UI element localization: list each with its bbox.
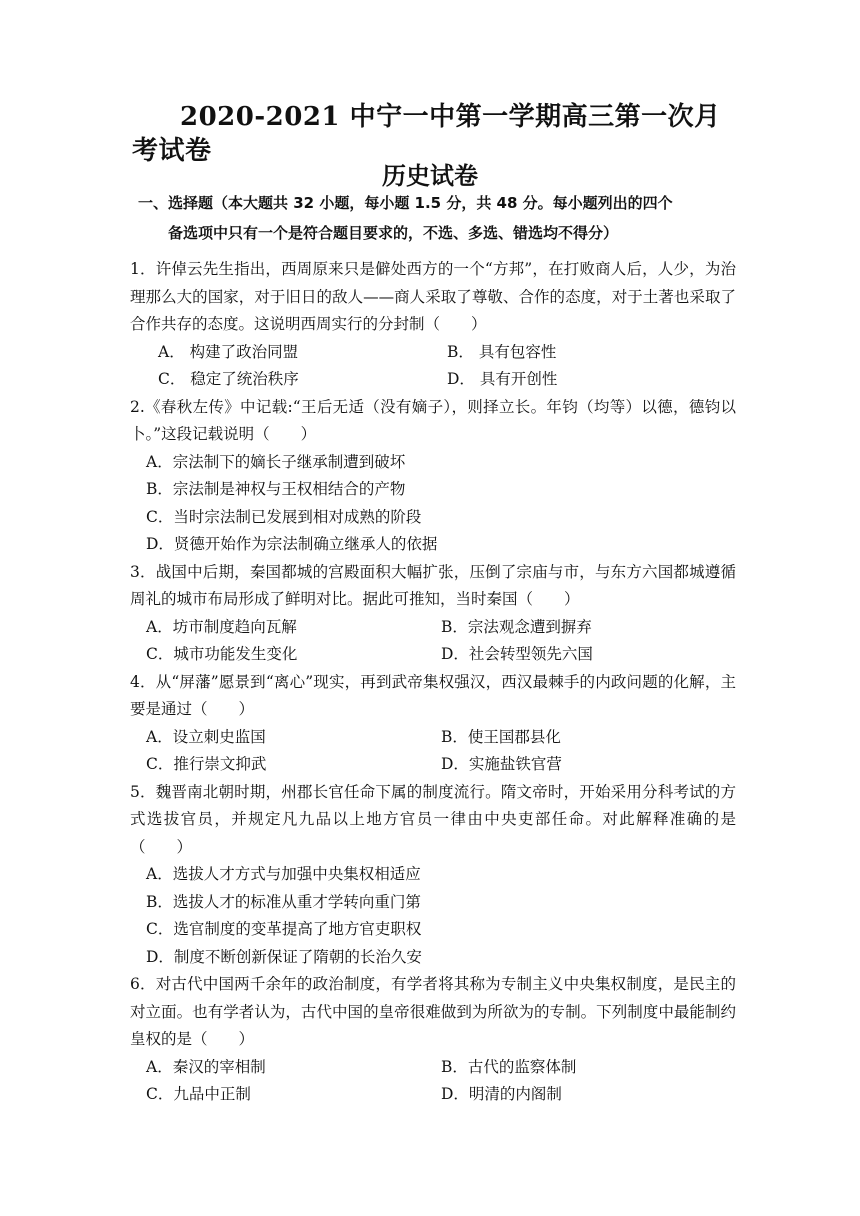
option-a: A．秦汉的宰相制 [146,1057,266,1076]
question-4 [130,669,736,779]
option-b: B．使王国郡县化 [441,727,561,746]
option-a: A． 构建了政治同盟 [158,342,299,361]
option-a: A．宗法制下的嫡长子继承制遭到破坏 [146,452,406,471]
option-d: D． 具有开创性 [447,370,558,388]
option-c: C． 稳定了统治秩序 [158,370,299,388]
option-c: C．推行崇文抑武 [146,755,267,773]
option-c: C．选官制度的变革提高了地方官吏职权 [146,920,422,938]
option-d: D．制度不断创新保证了隋朝的长治久安 [146,947,422,966]
question-1 [130,256,736,394]
option-d: D．贤德开始作为宗法制确立继承人的依据 [146,535,438,553]
question-stem: 6．对古代中国两千余年的政治制度，有学者将其称为专制主义中央集权制度，是民主的对立面。也有学者认为，古代中国的皇帝很难做到为所欲为的专制。下列制度中最能制约皇权的是（ ） [130,975,736,1048]
question-stem: 4．从“屏藩”愿景到“离心”现实，再到武帝集权强汉，西汉最棘手的内政问题的化解，主要是通过（ ） [130,672,736,718]
option-c: C．九品中正制 [146,1085,251,1103]
option-list [130,861,736,971]
option-d: D．社会转型领先六国 [441,645,593,663]
option-list [130,614,736,669]
section-heading-line1: 一、选择题（本大题共 32 小题，每小题 1.5 分，共 48 分。每小题列出的四个 [138,194,673,212]
option-b: B．古代的监察体制 [441,1057,577,1076]
option-b: B． 具有包容性 [447,342,557,361]
option-list [130,339,736,394]
question-stem: 1．许倬云先生指出，西周原来只是僻处西方的一个“方邦”，在打败商人后，人少，为治理那么大的国家，对于旧日的敌人——商人采取了尊敬、合作的态度，对于土著也采取了合作共存的态度。这说明西周实行的分封制（ ） [130,260,736,333]
question-2 [130,394,736,559]
option-list [130,449,736,559]
exam-subtitle: 历史试卷 [382,161,478,190]
question-6 [130,971,736,1109]
option-list [130,1054,736,1109]
option-b: B．选拔人才的标准从重才学转向重门第 [146,892,421,911]
question-stem: 3．战国中后期，秦国都城的宫殿面积大幅扩张，压倒了宗庙与市，与东方六国都城遵循周礼的城市布局形成了鲜明对比。据此可推知，当时秦国（ ） [130,562,736,608]
option-b: B．宗法观念遭到摒弃 [441,617,592,636]
question-3 [130,559,736,669]
question-list [130,256,736,1109]
option-c: C．当时宗法制已发展到相对成熟的阶段 [146,507,422,526]
option-list [130,724,736,779]
section-heading-line2: 备选项中只有一个是符合题目要求的，不选、多选、错选均不得分） [168,224,619,242]
option-a: A．设立刺史监国 [146,727,266,746]
section-heading [138,188,738,248]
option-d: D．明清的内阁制 [441,1085,562,1103]
option-a: A．坊市制度趋向瓦解 [146,617,297,636]
option-c: C．城市功能发生变化 [146,645,298,663]
option-d: D．实施盐铁官营 [441,755,562,773]
question-stem: 5．魏晋南北朝时期，州郡长官任命下属的制度流行。隋文帝时，开始采用分科考试的方式选拔官员，并规定凡九品以上地方官员一律由中央吏部任命。对此解释准确的是（ ） [130,782,736,856]
question-stem: 2.《春秋左传》中记载:“王后无适（没有嫡子），则择立长。年钧（均等）以德，德钧以卜。”这段记载说明（ ） [130,397,736,443]
option-a: A．选拔人才方式与加强中央集权相适应 [146,865,421,883]
question-5 [130,779,736,972]
option-b: B．宗法制是神权与王权相结合的产物 [146,480,406,498]
exam-title: 2020-2021 中宁一中第一学期高三第一次月考试卷 [132,102,721,166]
